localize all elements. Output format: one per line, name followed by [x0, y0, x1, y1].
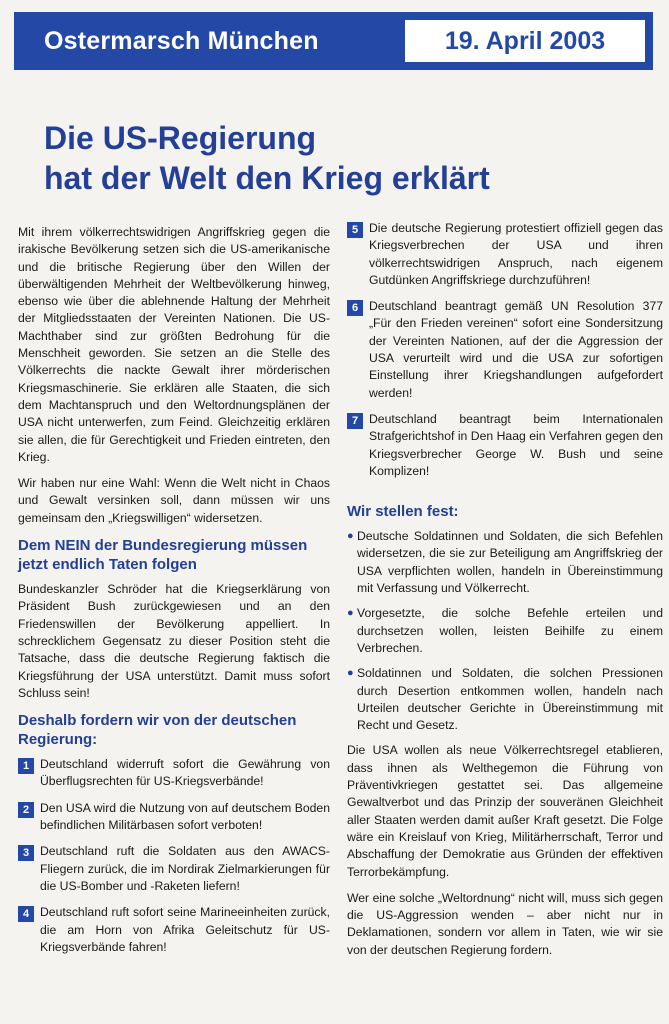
demand-item: [18, 800, 330, 835]
right-column: [347, 220, 663, 968]
conclusion-paragraph-1: Die USA wollen als neue Völkerrechtsregel etablieren, dass ihnen als Welthegemon die Führung von Präventivkriegen gestattet sei. Das allgemeine Gewaltverbot und das Prinzip der souveränen Gleichheit aller Staaten werden damit außer Kraft gesetzt. Die Folge wäre ein Kreislauf von Krieg, Militärherrschaft, Terror und Abschaffung der Demokratie aus Gründen der effektiven Terrorbekämpfung.: [347, 743, 663, 879]
number-badge: 6: [347, 300, 363, 316]
intro-paragraph-2: Wir haben nur eine Wahl: Wenn die Welt nicht in Chaos und Gewalt versinken soll, dann müssen wir uns gemeinsam den „Kriegswilligen“ widersetzen.: [18, 476, 330, 525]
finding-text: Deutsche Soldatinnen und Soldaten, die sich Befehlen widersetzen, die sie zur Beteiligung am Angriffskrieg der USA verpflichten wollen, handeln in Übereinstimmung mit Verfassung und Völkerrecht.: [357, 529, 663, 596]
section-paragraph-schroeder: Bundeskanzler Schröder hat die Kriegserklärung von Präsident Bush zurückgewiesen und an den Friedenswillen der Bevölkerung appelliert. In schrecklichem Gegensatz zu dieser Position steht die Tatsache, dass die deutsche Regierung faktisch die Kriegsführung der USA unterstützt. Damit muss sofort Schluss sein!: [18, 582, 330, 700]
number-badge: 3: [18, 845, 34, 861]
title-line-2: hat der Welt den Krieg erklärt: [44, 160, 490, 196]
event-title: Ostermarsch München: [44, 27, 319, 55]
demand-text: Deutschland ruft sofort seine Marineeinheiten zurück, die am Horn von Afrika Geleitschutz für US-Kriegsverbände fahren!: [40, 905, 330, 954]
demands-heading: Deshalb fordern wir von der deutschen Regierung:: [18, 712, 297, 749]
demand-text: Deutschland beantragt beim Internationalen Strafgerichtshof in Den Haag ein Verfahren gegen den Kriegsverbrecher George W. Bush und seine Komplizen!: [369, 411, 663, 478]
header-banner: [14, 12, 653, 70]
finding-text: Vorgesetzte, die solche Befehle erteilen und durchsetzen wollen, leisten Beihilfe zu einem Verbrechen.: [357, 606, 663, 655]
left-column: [18, 224, 330, 965]
demand-text: Die deutsche Regierung protestiert offiziell gegen das Kriegsverbrechen der USA und ihren völkerrechtswidrigen Anspruch, nach eigenem Gutdünken Angriffskriege durchzuführen!: [369, 221, 663, 287]
demand-item: [347, 298, 663, 402]
number-badge: 5: [347, 222, 363, 238]
finding-bullet: [347, 665, 663, 734]
finding-bullet: [347, 528, 663, 597]
bullet-dot-icon: ●: [347, 530, 354, 543]
demand-item: [347, 411, 663, 480]
page-title: [44, 118, 644, 198]
demand-text: Deutschland beantragt gemäß UN Resolution 377 „Für den Frieden vereinen“ sofort eine Sondersitzung der Vereinten Nationen, auf der die Aggression der USA verurteilt wird und die USA zur sofortigen Einstellung ihrer Kriegshandlungen aufgefordert werden!: [369, 299, 663, 400]
finding-text: Soldatinnen und Soldaten, die solchen Pressionen durch Desertion entkommen wollen, handeln nach Urteilen deutscher Gerichte in Übereinstimmung mit Recht und Gesetz.: [357, 666, 663, 733]
title-line-1: Die US-Regierung: [44, 120, 317, 156]
demand-text: Deutschland widerruft sofort die Gewährung von Überflugsrechten für US-Kriegsverbände!: [40, 757, 330, 789]
demand-item: [18, 843, 330, 895]
bullet-dot-icon: ●: [347, 667, 354, 680]
section-heading-nein: Dem NEIN der Bundesregierung müssen jetzt endlich Taten folgen: [18, 537, 308, 574]
demand-text: Den USA wird die Nutzung von auf deutschem Boden befindlichen Militärbasen sofort verboten!: [40, 800, 330, 833]
finding-bullet: [347, 605, 663, 657]
number-badge: 7: [347, 413, 363, 429]
intro-paragraph-1: Mit ihrem völkerrechtswidrigen Angriffskrieg gegen die irakische Bevölkerung setzen sich die US-amerikanische und die britische Regierung über den Willen der überwältigenden Mehrheit der Weltbevölkerung hinweg, ebenso wie über die ablehnende Haltung der Mehrheit der Mitgliedsstaaten der Vereinten Nationen. Die US-Machthaber sind zur größten Bedrohung für die Menschheit geworden. Sie setzen an die Stelle des Völkerrechts die nackte Gewalt ihrer mörderischen Kriegsmaschinerie. Sie erklären alle Staaten, die sich dem Machtanspruch und den Weltordnungsplänen der USA nicht unterwerfen, zum Feind. Gleichzeitig erklären sie allen, die für Gerechtigkeit und Frieden eintreten, den Krieg.: [18, 225, 330, 464]
conclusion-paragraph-2: Wer eine solche „Weltordnung“ nicht will, muss sich gegen die US-Aggression wenden – aber nicht nur in Deklamationen, sondern vor allem in Taten, wie wir sie von der deutschen Regierung fordern.: [347, 890, 663, 957]
event-date: 19. April 2003: [444, 27, 606, 55]
bullet-dot-icon: ●: [347, 607, 354, 620]
number-badge: 4: [18, 906, 34, 922]
findings-heading: Wir stellen fest:: [347, 503, 459, 521]
number-badge: 2: [18, 802, 34, 818]
date-box: [404, 19, 646, 63]
demand-item: [347, 220, 663, 289]
demand-item: [18, 756, 330, 791]
demand-item: [18, 904, 330, 956]
demand-text: Deutschland ruft die Soldaten aus den AWACS-Fliegern zurück, die im Nordirak Zielmarkierungen für die US-Bomber und -Raketen liefern!: [40, 844, 330, 893]
number-badge: 1: [18, 758, 34, 774]
